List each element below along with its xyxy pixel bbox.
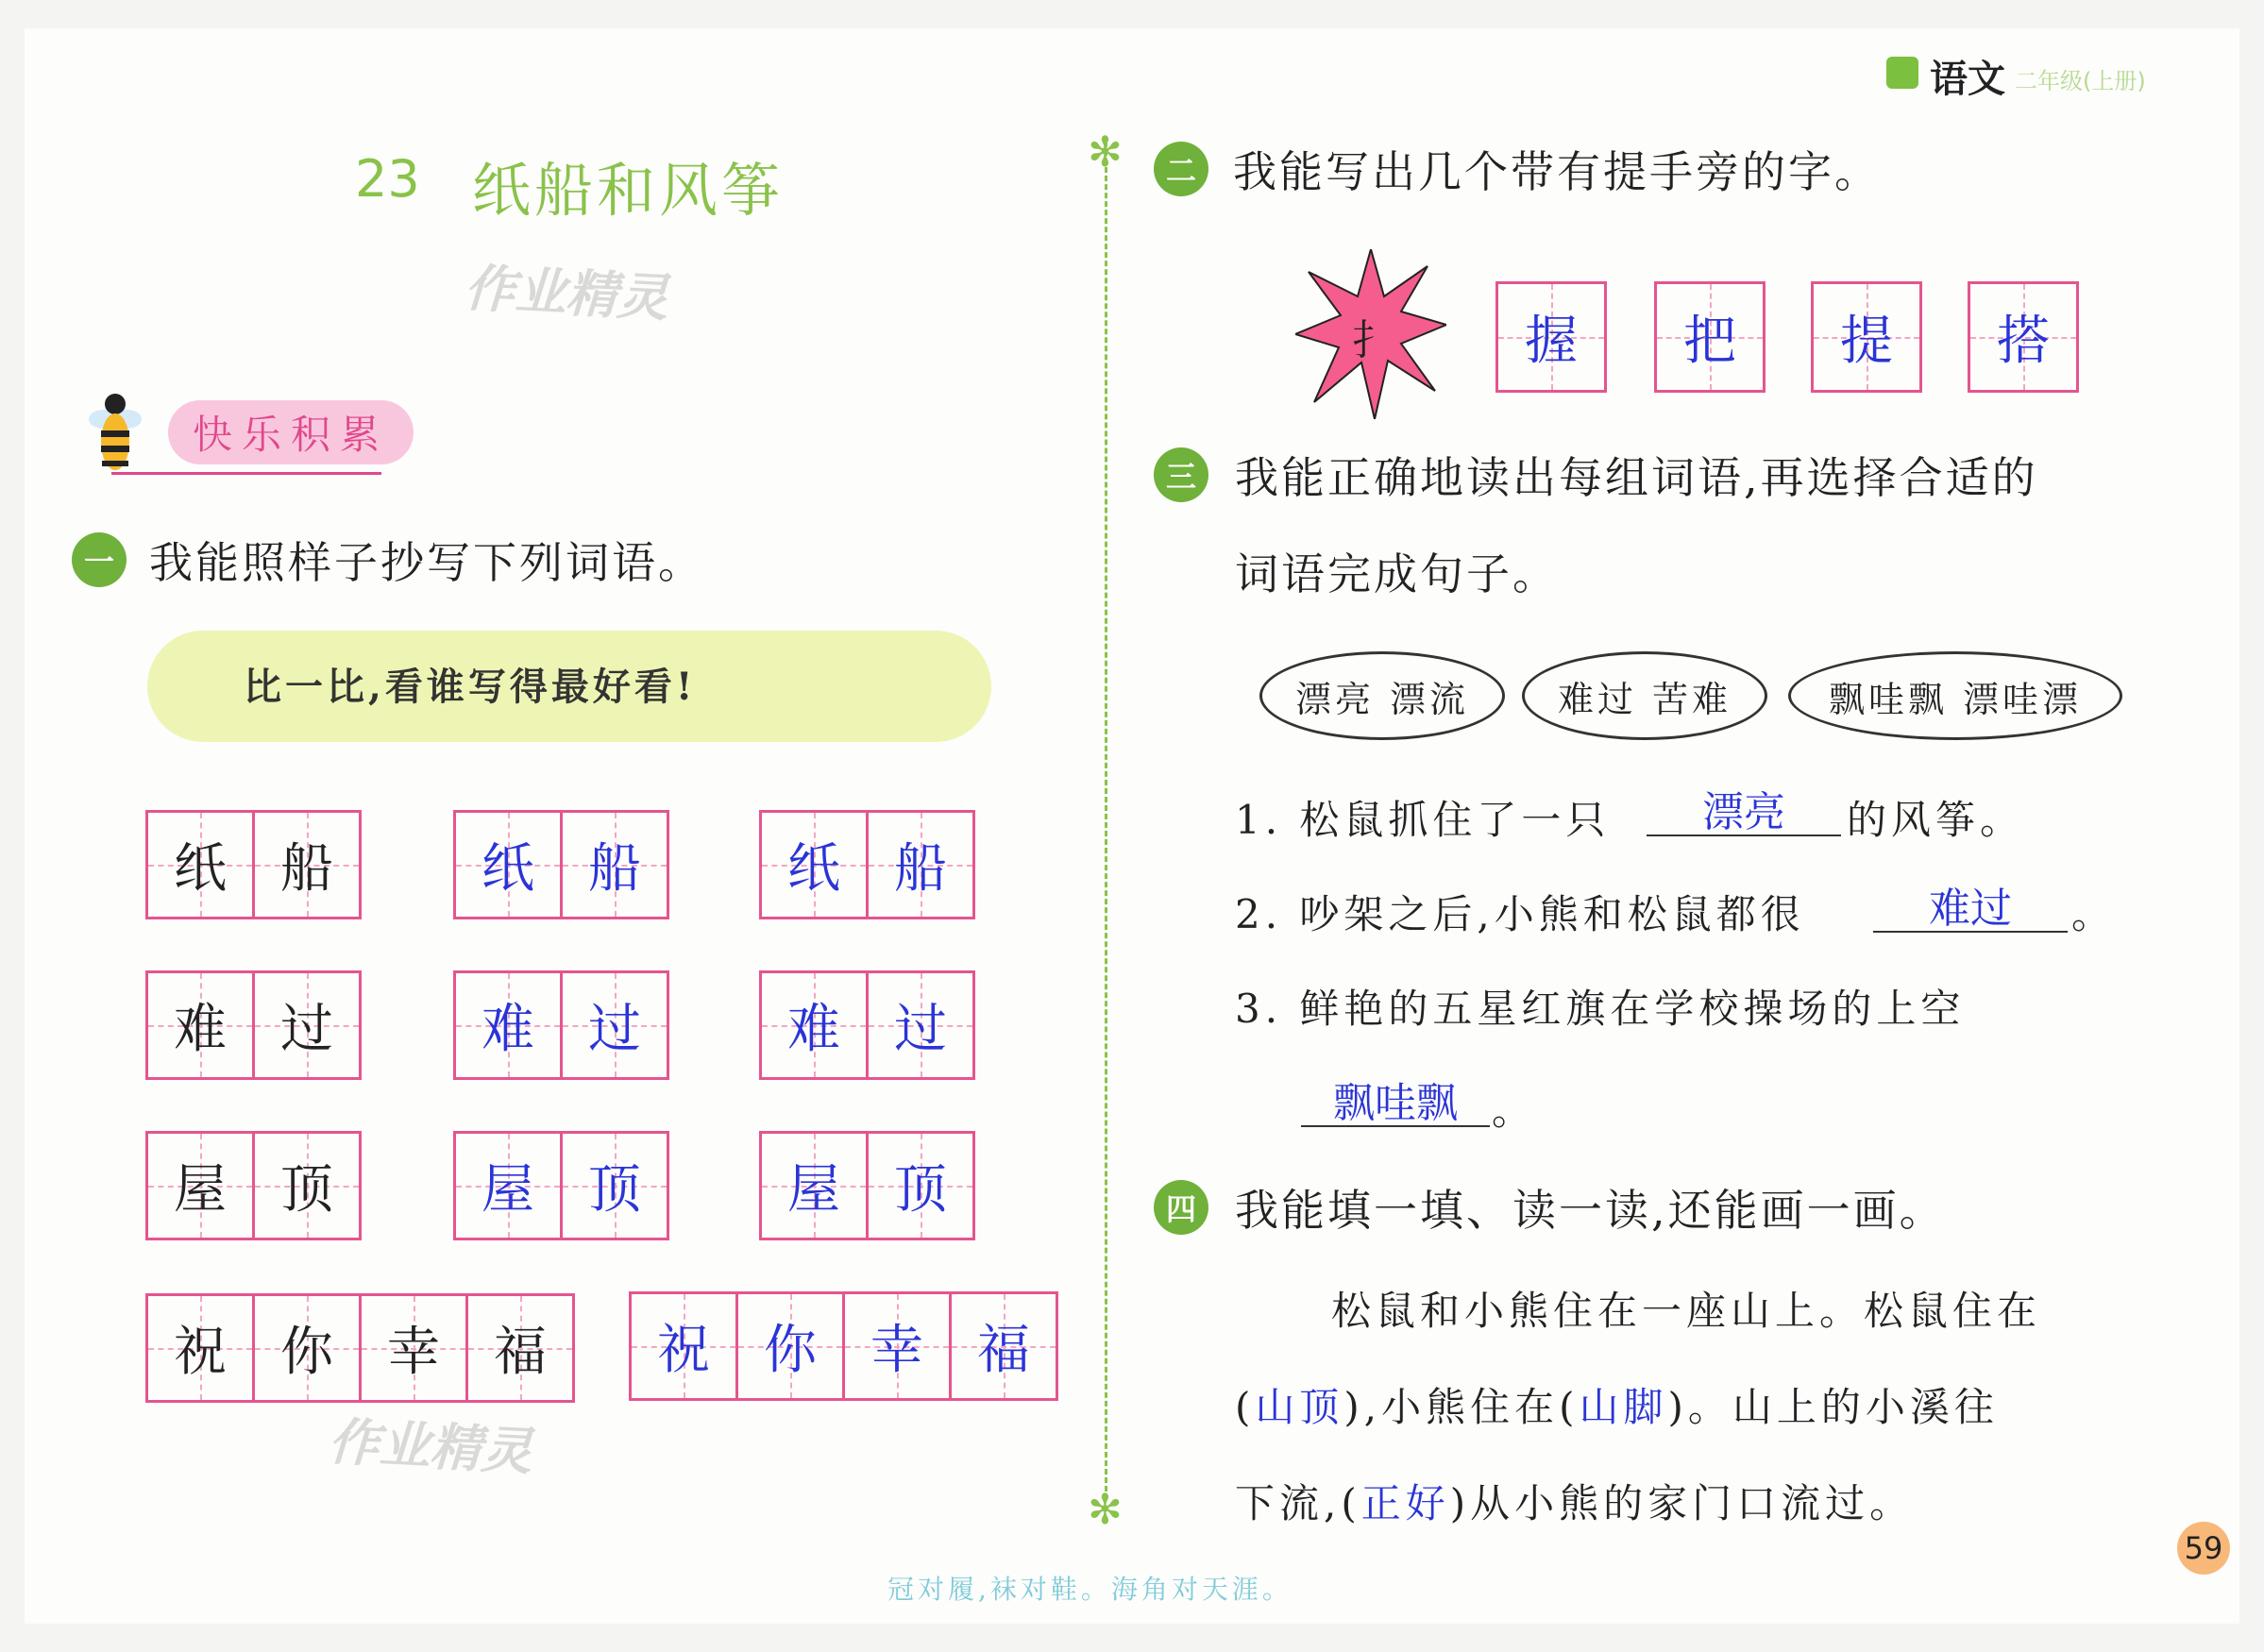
copy-grid[interactable] [759, 1131, 975, 1240]
watermark: 作业精灵 [463, 258, 670, 329]
word-group-oval: 飘哇飘 漂哇漂 [1788, 651, 2122, 740]
sample-grid [145, 970, 362, 1080]
sentence-1-end: 的风筝。 [1847, 797, 2025, 843]
answer-blank[interactable]: 难过 [1873, 874, 2068, 933]
question-2-text: 我能写出几个带有提手旁的字。 [1233, 146, 1881, 197]
section-underline [111, 472, 381, 475]
grid-cell[interactable]: 船 [866, 813, 972, 917]
grid-cell[interactable]: 难 [456, 973, 560, 1077]
answer-fill[interactable]: 山顶 [1255, 1384, 1344, 1430]
sentence-3-end: 。 [1492, 1087, 1537, 1134]
grid-cell: 纸 [148, 813, 252, 917]
question-1-text: 我能照样子抄写下列词语。 [149, 537, 704, 588]
grid-cell[interactable]: 提 [1814, 284, 1919, 390]
passage-line-1: 松鼠和小熊住在一座山上。松鼠住在 [1331, 1288, 2042, 1334]
answer-blank[interactable]: 漂亮 [1647, 778, 1841, 836]
watermark: 作业精灵 [327, 1411, 534, 1482]
grid-cell[interactable]: 搭 [1970, 284, 2076, 390]
grid-cell[interactable]: 过 [866, 973, 972, 1077]
grid-cell: 船 [252, 813, 359, 917]
sentence-2-end: 。 [2071, 891, 2117, 937]
grid-cell[interactable]: 难 [762, 973, 866, 1077]
question-3-text: 我能正确地读出每组词语,再选择合适的 [1235, 452, 2038, 503]
answer-blank[interactable]: 飘哇飘 [1301, 1069, 1490, 1127]
bee-icon [87, 381, 144, 480]
copy-grid[interactable] [453, 810, 669, 919]
lesson-title: 纸船和风筝 [472, 156, 785, 225]
footer-text: 冠对履,袜对鞋。海角对天涯。 [887, 1574, 1293, 1605]
grid-cell[interactable]: 屋 [762, 1134, 866, 1238]
answer-box[interactable] [1495, 281, 1607, 393]
grid-cell[interactable]: 纸 [762, 813, 866, 917]
sample-grid [145, 810, 362, 919]
grid-cell: 福 [465, 1296, 572, 1400]
lesson-number: 23 [355, 149, 420, 209]
grid-cell[interactable]: 祝 [632, 1294, 735, 1398]
word-group-oval: 难过 苦难 [1522, 651, 1767, 740]
copy-grid[interactable] [453, 1131, 669, 1240]
grid-cell[interactable]: 你 [735, 1294, 842, 1398]
grid-cell[interactable]: 过 [560, 973, 667, 1077]
copy-grid[interactable] [759, 810, 975, 919]
grid-cell: 祝 [148, 1296, 252, 1400]
answer-box[interactable] [1811, 281, 1922, 393]
sentence-2: 2. 吵架之后,小熊和松鼠都很 [1235, 891, 1805, 937]
sentence-1: 1. 松鼠抓住了一只 [1235, 797, 1611, 843]
word-group-oval: 漂亮 漂流 [1259, 651, 1505, 740]
answer-fill[interactable]: 正好 [1360, 1480, 1450, 1526]
grid-cell: 屋 [148, 1134, 252, 1238]
sentence-3: 3. 鲜艳的五星红旗在学校操场的上空 [1235, 986, 1966, 1032]
grid-cell[interactable]: 船 [560, 813, 667, 917]
grid-cell[interactable]: 把 [1657, 284, 1763, 390]
grid-cell: 顶 [252, 1134, 359, 1238]
question-number-badge: 二 [1154, 142, 1208, 196]
page-number: 59 [2177, 1522, 2230, 1575]
asterisk-icon: ✻ [1088, 128, 1123, 177]
grade-label: 二年级(上册) [2015, 68, 2146, 94]
hint-text: 比一比,看谁写得最好看! [244, 665, 697, 709]
copy-grid[interactable] [453, 970, 669, 1080]
grid-cell[interactable]: 纸 [456, 813, 560, 917]
grid-cell[interactable]: 福 [949, 1294, 1056, 1398]
question-4-text: 我能填一填、读一读,还能画一画。 [1235, 1185, 1946, 1236]
column-divider [1105, 142, 1107, 1492]
copy-grid[interactable] [759, 970, 975, 1080]
question-number-badge: 三 [1154, 447, 1208, 502]
grid-cell[interactable]: 顶 [560, 1134, 667, 1238]
subject-label: 语文 [1930, 58, 2005, 101]
asterisk-icon: ✻ [1088, 1486, 1123, 1534]
question-3-text-cont: 词语完成句子。 [1235, 548, 1559, 599]
answer-box[interactable] [1968, 281, 2079, 393]
subject-icon [1886, 57, 1918, 89]
grid-cell[interactable]: 握 [1498, 284, 1604, 390]
sample-grid [145, 1293, 575, 1403]
copy-grid[interactable] [629, 1291, 1058, 1401]
question-number-badge: 四 [1154, 1180, 1208, 1235]
grid-cell: 过 [252, 973, 359, 1077]
grid-cell[interactable]: 幸 [842, 1294, 949, 1398]
grid-cell[interactable]: 顶 [866, 1134, 972, 1238]
question-number-badge: 一 [72, 532, 127, 587]
grid-cell: 你 [252, 1296, 359, 1400]
grid-cell: 幸 [359, 1296, 465, 1400]
passage-line-3: 下流,(正好)从小熊的家门口流过。 [1235, 1480, 1915, 1526]
grid-cell: 难 [148, 973, 252, 1077]
answer-fill[interactable]: 山脚 [1579, 1384, 1668, 1430]
section-badge: 快乐积累 [168, 400, 414, 464]
grid-cell[interactable]: 屋 [456, 1134, 560, 1238]
answer-box[interactable] [1654, 281, 1766, 393]
sample-grid [145, 1131, 362, 1240]
passage-line-2: (山顶),小熊住在(山脚)。山上的小溪往 [1235, 1384, 1999, 1430]
radical-label: 扌 [1352, 316, 1394, 364]
